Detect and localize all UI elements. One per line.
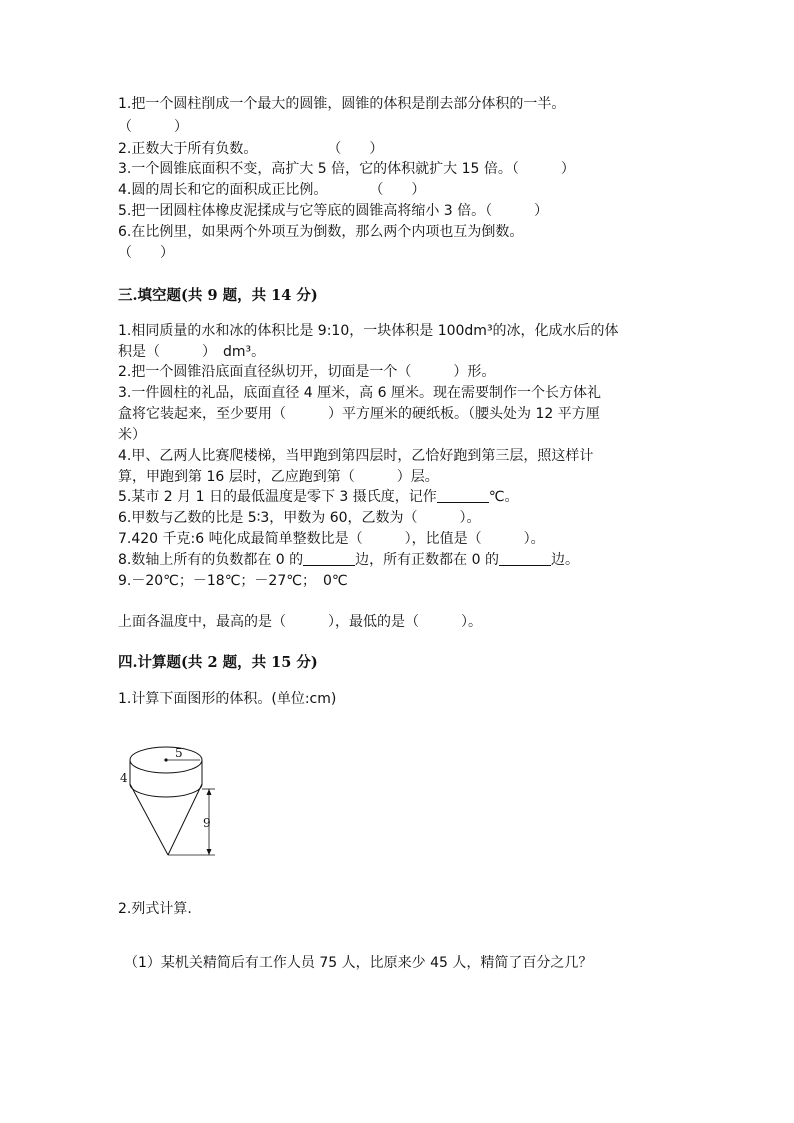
fill-q6: 6.甲数与乙数的比是 5∶3，甲数为 60，乙数为（ ）。 (118, 510, 481, 526)
fill-section-heading: 三.填空题(共 9 题，共 14 分) (118, 287, 318, 304)
fill-q4-line2: 算，甲跑到第 16 层时，乙应跑到第（ ）层。 (118, 469, 439, 485)
fill-q3-line2: 盒将它装起来，至少要用（ ）平方厘米的硬纸板。（腰头处为 12 平方厘 (118, 406, 600, 422)
radius-label: 5 (175, 746, 183, 760)
judge-q6-line1: 6.在比例里，如果两个外项互为倒数，那么两个内项也互为倒数。 (118, 224, 524, 240)
judge-q1-answer-paren: （ ） (118, 119, 188, 135)
fill-q1-line1: 1.相同质量的水和冰的体积比是 9:10，一块体积是 100dm³的冰，化成水后的体 (118, 323, 619, 339)
fill-q8-blank-1[interactable] (303, 551, 355, 566)
calc-q1: 1.计算下面图形的体积。(单位:cm) (118, 691, 337, 707)
fill-q5-unit: ℃。 (488, 489, 519, 505)
fill-q7: 7.420 千克:6 吨化成最简单整数比是（ ），比值是（ ）。 (118, 531, 545, 547)
cylinder-bottom-arc (130, 784, 202, 797)
fill-q3-line1: 3.一件圆柱的礼品，底面直径 4 厘米，高 6 厘米。现在需要制作一个长方体礼 (118, 385, 601, 401)
dim-arrow-down (207, 849, 212, 855)
calc-q2: 2.列式计算. (118, 901, 192, 917)
calc-section-heading: 四.计算题(共 2 题，共 15 分) (118, 654, 318, 671)
dim-arrow-up (207, 789, 212, 795)
fill-q8 (118, 550, 579, 570)
cone-height-label: 9 (203, 816, 211, 830)
fill-q8-blank-2[interactable] (499, 551, 551, 566)
judge-q3: 3.一个圆锥底面积不变，高扩大 5 倍，它的体积就扩大 15 倍。（ ） (118, 161, 575, 177)
fill-q1-line2: 积是（ ） dm³。 (118, 344, 266, 360)
fill-q8-text-a: 8.数轴上所有的负数都在 0 的 (118, 552, 304, 568)
cone-left-edge (130, 784, 168, 855)
judge-q6-answer-paren: （ ） (118, 245, 174, 261)
judge-q1-line1: 1.把一个圆柱削成一个最大的圆锥，圆锥的体积是削去部分体积的一半。 (118, 96, 566, 112)
fill-q9-temps: 9.－20℃；－18℃；－27℃； 0℃ (118, 573, 348, 589)
fill-q3-line3: 米） (118, 427, 146, 443)
fill-q5 (118, 487, 519, 507)
calc-q2-1: （1）某机关精简后有工作人员 75 人，比原来少 45 人，精简了百分之几？ (124, 955, 593, 971)
judge-q4: 4.圆的周长和它的面积成正比例。 （ ） (118, 182, 426, 198)
fill-q5-text: 5.某市 2 月 1 日的最低温度是零下 3 摄氏度，记作 (118, 489, 437, 505)
cylinder-cone-figure (115, 738, 235, 863)
fill-q8-text-c: 边。 (550, 552, 579, 568)
judge-q5: 5.把一团圆柱体橡皮泥揉成与它等底的圆锥高将缩小 3 倍。（ ） (118, 203, 549, 219)
judge-q2: 2.正数大于所有负数。 （ ） (118, 141, 384, 157)
fill-q8-text-b: 边，所有正数都在 0 的 (355, 552, 499, 568)
fill-q5-blank[interactable] (437, 488, 489, 503)
fill-q2: 2.把一个圆锥沿底面直径纵切开，切面是一个（ ）形。 (118, 364, 496, 380)
cylinder-height-label: 4 (120, 771, 128, 785)
fill-q9-question: 上面各温度中，最高的是（ ），最低的是（ ）。 (118, 614, 482, 630)
fill-q4-line1: 4.甲、乙两人比赛爬楼梯，当甲跑到第四层时，乙恰好跑到第三层，照这样计 (118, 448, 594, 464)
